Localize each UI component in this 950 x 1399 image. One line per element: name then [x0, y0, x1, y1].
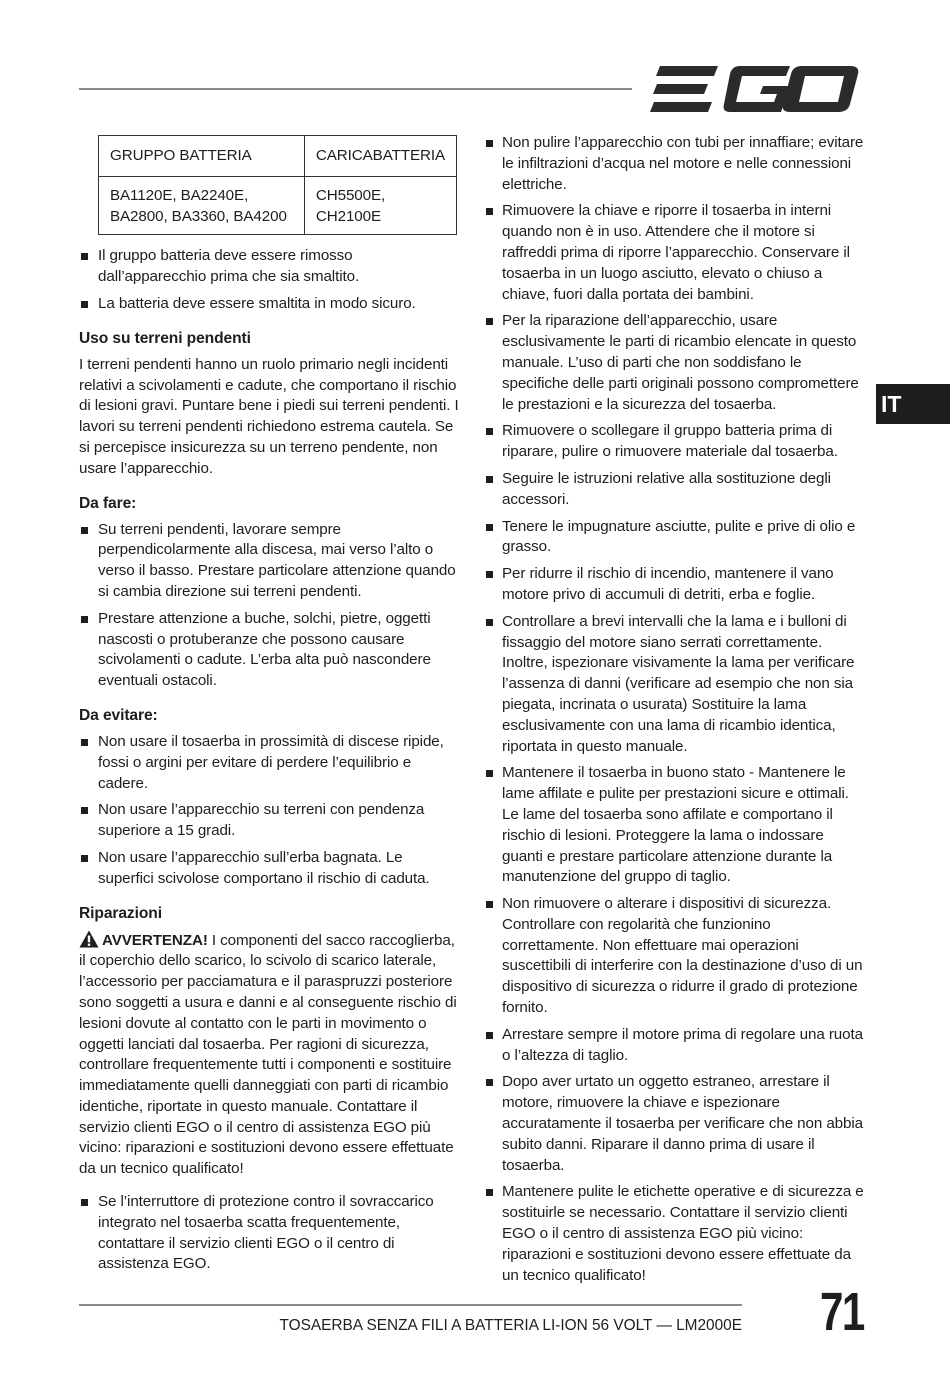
list-item-text: Non pulire l’apparecchio con tubi per innaffiare; evitare le infiltrazioni d’acqua nel motore e nelle connessioni elettriche.	[502, 134, 864, 193]
bullet-square-icon	[486, 208, 493, 215]
list-item-text: Dopo aver urtato un oggetto estraneo, arrestare il motore, rimuovere la chiave e ispezionare accuratamente il tosaerba per verificare che non abbia subito danni. Riparare il danno prima di usare il tosaerba.	[502, 1073, 863, 1174]
bullet-square-icon	[486, 318, 493, 325]
warning-text: I componenti del sacco raccoglierba, il coperchio dello scarico, lo scivolo di scarico laterale, l’accessorio per pacciamatura e il paraspruzzi posteriore sono soggetti a usura e danni e al conseguente rischio di lesioni dovute al contatto con le parti in movimento o oggetti lanciati dal tosaerba. Per ragioni di sicurezza, controllare frequentemente tutti i componenti e sostituire immediatamente quelli danneggiati con parti di ricambio identiche, riportate in questo manuale. Contattare il servizio clienti EGO o il centro di assistenza EGO più vicino: riparazioni e sostituzioni devono essere effettuate da un tecnico qualificato!	[79, 931, 457, 1178]
list-item	[79, 609, 459, 692]
bullet-square-icon	[81, 301, 88, 308]
bullet-square-icon	[486, 1079, 493, 1086]
list-item-text: Non usare l’apparecchio sull’erba bagnata. Le superfici scivolose comportano il rischio di caduta.	[98, 848, 430, 887]
bullet-square-icon	[486, 1189, 493, 1196]
bullet-square-icon	[486, 571, 493, 578]
list-item-text: La batteria deve essere smaltita in modo sicuro.	[98, 294, 416, 312]
list-item-text: Mantenere pulite le etichette operative e di sicurezza e sostituirle se necessario. Contattare il servizio clienti EGO o il centro di assistenza EGO più vicino: riparazioni e sostituzioni devono essere effettuate da un tecnico qualificato!	[502, 1183, 864, 1284]
list-item	[485, 1072, 867, 1176]
list-item-text: Tenere le impugnature asciutte, pulite e prive di olio e grasso.	[502, 517, 856, 556]
dont-list	[79, 732, 459, 890]
warning-paragraph	[79, 930, 459, 1181]
do-list	[79, 520, 459, 692]
warning-label: AVVERTENZA!	[102, 931, 208, 949]
table-cell: BA1120E, BA2240E, BA2800, BA3360, BA4200	[99, 176, 305, 235]
table-header-cell: GRUPPO BATTERIA	[99, 136, 305, 177]
list-item	[79, 294, 459, 315]
list-item	[485, 517, 867, 559]
list-item-text: Arrestare sempre il motore prima di regolare una ruota o l’altezza di taglio.	[502, 1025, 863, 1064]
list-item-text: Mantenere il tosaerba in buono stato - Mantenere le lame affilate e pulite per prestazioni sicure e ottimali. Le lame del tosaerba sono affilate e comportano il rischio di lesioni. Proteggere la lama o indossare guanti e prestare particolare attenzione durante la manutenzione del gruppo di taglio.	[502, 764, 849, 886]
list-item-text: Controllare a brevi intervalli che la lama e i bulloni di fissaggio del motore siano serrati correttamente. Inoltre, ispezionare visivamente la lama per verificare l’assenza di danni (verificare ad esempio che non sia piegata, incrinata o usurata) Sostituire la lama esclusivamente con una lama di ricambio identica, riportata in questo manuale.	[502, 612, 855, 755]
bullet-square-icon	[486, 140, 493, 147]
footer-rule	[79, 1304, 742, 1306]
list-item	[79, 246, 459, 288]
list-item	[485, 469, 867, 511]
bullet-square-icon	[486, 524, 493, 531]
list-item	[79, 848, 459, 890]
table-header-row	[99, 136, 457, 177]
list-item	[79, 800, 459, 842]
slopes-paragraph: I terreni pendenti hanno un ruolo primario negli incidenti relativi a scivolamenti e cadute, che comportano il rischio di lesioni gravi. Puntare bene i piedi sui terreni pendenti. I lavori su terreni pendenti richiedono estrema cautela. Se si percepisce insicurezza su un terreno pendente, non usare l’apparecchio.	[79, 355, 459, 477]
section-heading-do: Da fare:	[79, 494, 137, 512]
list-item	[485, 564, 867, 606]
list-item	[485, 763, 867, 888]
bullet-square-icon	[486, 619, 493, 626]
list-item	[79, 520, 459, 603]
section-heading-repairs: Riparazioni	[79, 904, 162, 922]
bullet-square-icon	[81, 1199, 88, 1206]
bullet-square-icon	[81, 739, 88, 746]
list-item	[485, 421, 867, 463]
section-heading-dont: Da evitare:	[79, 706, 158, 724]
page-number: 71	[820, 1282, 864, 1342]
table-row	[99, 176, 457, 235]
list-item	[485, 894, 867, 1019]
bullet-square-icon	[486, 901, 493, 908]
list-item-text: Il gruppo batteria deve essere rimosso dall’apparecchio prima che sia smaltito.	[98, 247, 360, 286]
table-cell: CH5500E, CH2100E	[304, 176, 456, 235]
warning-triangle-icon	[79, 930, 99, 948]
list-item-text: Non usare l’apparecchio su terreni con pendenza superiore a 15 gradi.	[98, 801, 425, 840]
list-item	[79, 732, 459, 794]
list-item	[485, 201, 867, 305]
footer-title: TOSAERBA SENZA FILI A BATTERIA LI-ION 56 VOLT — LM2000E	[279, 1317, 742, 1334]
list-item-text: Per ridurre il rischio di incendio, mantenere il vano motore privo di accumuli di detriti, erba e foglie.	[502, 565, 834, 603]
bullet-square-icon	[81, 807, 88, 814]
list-item-text: Rimuovere la chiave e riporre il tosaerba in interni quando non è in uso. Attendere che il motore si raffreddi prima di riporre l’apparecchio. Conservare il tosaerba in un luogo asciutto, elevato o chiuso a chiave, fuori dalla portata dei bambini.	[502, 202, 850, 303]
bullet-square-icon	[81, 616, 88, 623]
language-tab	[876, 384, 950, 424]
bullet-square-icon	[486, 1032, 493, 1039]
bullet-square-icon	[486, 770, 493, 777]
list-item-text: Non usare il tosaerba in prossimità di discese ripide, fossi o argini per evitare di perdere l’equilibrio e cadere.	[98, 732, 444, 792]
list-item	[485, 311, 867, 415]
header-rule	[79, 88, 632, 90]
list-item-text: Se l’interruttore di protezione contro il sovraccarico integrato nel tosaerba scatta frequentemente, contattare il servizio clienti EGO o il centro di assistenza EGO.	[98, 1193, 434, 1273]
list-item-text: Prestare attenzione a buche, solchi, pietre, oggetti nascosti o protuberanze che possono causare scivolamenti o cadute. L’erba alta può nascondere eventuali ostacoli.	[98, 609, 431, 690]
repairs-list	[79, 1192, 459, 1275]
list-item-text: Rimuovere o scollegare il gruppo batteria prima di riparare, pulire o rimuovere materiale dal tosaerba.	[502, 422, 838, 461]
battery-table	[98, 135, 457, 235]
list-item-text: Su terreni pendenti, lavorare sempre perpendicolarmente alla discesa, mai verso l’alto o verso il basso. Prestare particolare attenzione quando si cambia direzione sui terreni pendenti.	[98, 520, 456, 600]
list-item	[485, 1182, 867, 1286]
right-column	[485, 133, 867, 1292]
table-header-cell: CARICABATTERIA	[304, 136, 456, 177]
list-item-text: Per la riparazione dell’apparecchio, usare esclusivamente le parti di ricambio elencate in questo manuale. L’uso di parti che non soddisfano le specifiche delle parti originali possono compromettere le prestazioni e la sicurezza del tosaerba.	[502, 312, 859, 413]
list-item	[485, 133, 867, 195]
list-item	[79, 1192, 459, 1275]
bullet-square-icon	[81, 253, 88, 260]
maintenance-list	[485, 133, 867, 1286]
bullet-square-icon	[486, 476, 493, 483]
bullet-square-icon	[81, 527, 88, 534]
disposal-list	[79, 246, 459, 314]
left-column	[79, 135, 459, 1281]
list-item-text: Seguire le istruzioni relative alla sostituzione degli accessori.	[502, 469, 831, 508]
list-item	[485, 612, 867, 758]
list-item-text: Non rimuovere o alterare i dispositivi di sicurezza. Controllare con regolarità che funzionino correttamente. Non effettuare mai operazioni suscettibili di interferire con la destinazione d’uso di un dispositivo di sicurezza o ridurre il grado di protezione fornito.	[502, 895, 863, 1017]
section-heading-slopes: Uso su terreni pendenti	[79, 329, 251, 347]
language-tab-label: IT	[881, 391, 902, 417]
ego-logo	[650, 60, 860, 118]
list-item	[485, 1025, 867, 1067]
bullet-square-icon	[486, 428, 493, 435]
bullet-square-icon	[81, 855, 88, 862]
